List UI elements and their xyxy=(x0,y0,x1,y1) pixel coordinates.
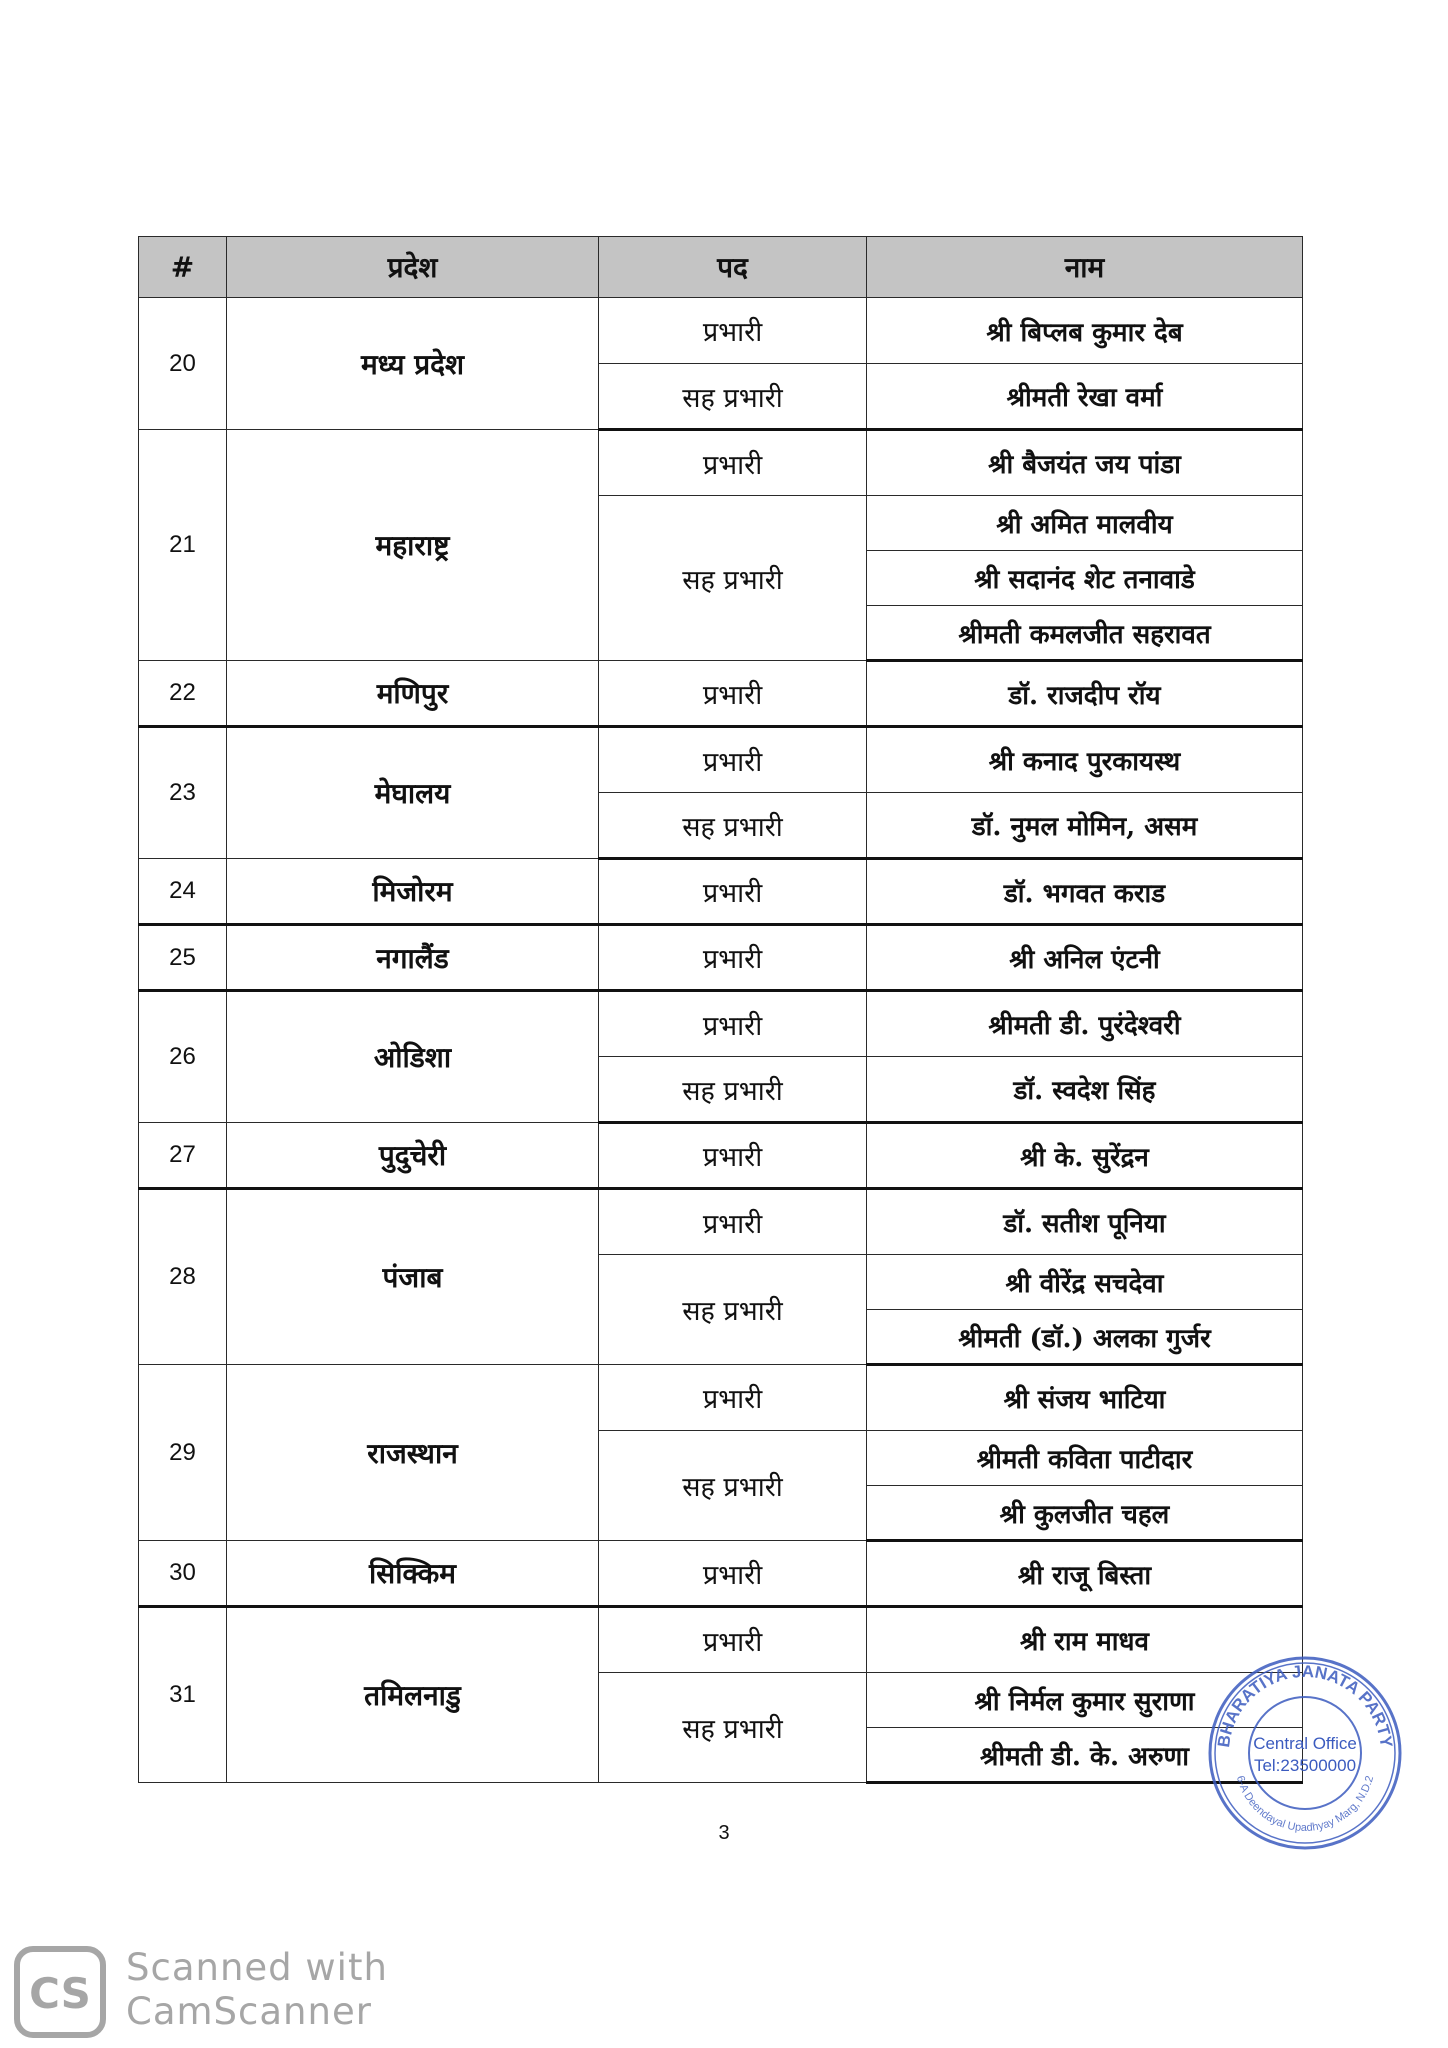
state-name: पुदुचेरी xyxy=(227,1123,599,1189)
table-row xyxy=(139,1123,1303,1189)
serial-number: 20 xyxy=(139,298,227,430)
state-name: नगालैंड xyxy=(227,925,599,991)
person-name: श्री अमित मालवीय xyxy=(867,496,1303,551)
header-serial: # xyxy=(139,237,227,298)
table-row xyxy=(139,925,1303,991)
person-name: श्रीमती कमलजीत सहरावत xyxy=(867,606,1303,661)
table-row xyxy=(139,727,1303,793)
person-name: श्री बैजयंत जय पांडा xyxy=(867,430,1303,496)
post-title: प्रभारी xyxy=(599,430,867,496)
person-name: श्री कुलजीत चहल xyxy=(867,1486,1303,1541)
header-post: पद xyxy=(599,237,867,298)
person-name: श्री अनिल एंटनी xyxy=(867,925,1303,991)
post-title: सह प्रभारी xyxy=(599,1673,867,1783)
post-title: सह प्रभारी xyxy=(599,1431,867,1541)
person-name: श्री संजय भाटिया xyxy=(867,1365,1303,1431)
state-name: मणिपुर xyxy=(227,661,599,727)
state-name: मेघालय xyxy=(227,727,599,859)
post-title: प्रभारी xyxy=(599,1189,867,1255)
state-name: ओडिशा xyxy=(227,991,599,1123)
table-header-row xyxy=(139,237,1303,298)
watermark-line-2: CamScanner xyxy=(126,1990,372,2033)
serial-number: 31 xyxy=(139,1607,227,1783)
table-row xyxy=(139,859,1303,925)
post-title: प्रभारी xyxy=(599,298,867,364)
person-name: डॉ. सतीश पूनिया xyxy=(867,1189,1303,1255)
state-name: पंजाब xyxy=(227,1189,599,1365)
serial-number: 22 xyxy=(139,661,227,727)
state-name: महाराष्ट्र xyxy=(227,430,599,661)
serial-number: 30 xyxy=(139,1541,227,1607)
person-name: श्री सदानंद शेट तनावाडे xyxy=(867,551,1303,606)
svg-text:Tel:23500000: Tel:23500000 xyxy=(1253,1756,1357,1775)
table-row xyxy=(139,1189,1303,1255)
person-name: डॉ. स्वदेश सिंह xyxy=(867,1057,1303,1123)
state-name: मिजोरम xyxy=(227,859,599,925)
post-title: सह प्रभारी xyxy=(599,793,867,859)
post-title: सह प्रभारी xyxy=(599,496,867,661)
page-number: 3 xyxy=(718,1822,730,1844)
post-title: प्रभारी xyxy=(599,1541,867,1607)
table-row xyxy=(139,991,1303,1057)
camscanner-watermark-text xyxy=(126,1946,388,2034)
serial-number: 26 xyxy=(139,991,227,1123)
header-state: प्रदेश xyxy=(227,237,599,298)
table-row xyxy=(139,1365,1303,1431)
person-name: श्री कनाद पुरकायस्थ xyxy=(867,727,1303,793)
post-title: प्रभारी xyxy=(599,859,867,925)
svg-text:BHARATIYA JANATA PARTY: BHARATIYA JANATA PARTY xyxy=(1214,1661,1396,1749)
svg-text:Central Office: Central Office xyxy=(1253,1734,1357,1753)
person-name: श्री निर्मल कुमार सुराणा xyxy=(867,1673,1303,1728)
table-row xyxy=(139,298,1303,364)
post-title: प्रभारी xyxy=(599,661,867,727)
table-body xyxy=(139,298,1303,1783)
serial-number: 25 xyxy=(139,925,227,991)
post-title: सह प्रभारी xyxy=(599,1255,867,1365)
person-name: श्री वीरेंद्र सचदेवा xyxy=(867,1255,1303,1310)
post-title: प्रभारी xyxy=(599,1365,867,1431)
post-title: सह प्रभारी xyxy=(599,364,867,430)
state-name: सिक्किम xyxy=(227,1541,599,1607)
person-name: डॉ. राजदीप रॉय xyxy=(867,661,1303,727)
state-name: मध्य प्रदेश xyxy=(227,298,599,430)
table-row xyxy=(139,430,1303,496)
post-title: प्रभारी xyxy=(599,1607,867,1673)
person-name: डॉ. भगवत कराड xyxy=(867,859,1303,925)
person-name: श्रीमती कविता पाटीदार xyxy=(867,1431,1303,1486)
svg-text:CS: CS xyxy=(29,1969,91,2018)
post-title: प्रभारी xyxy=(599,727,867,793)
header-name: नाम xyxy=(867,237,1303,298)
person-name: श्री राजू बिस्ता xyxy=(867,1541,1303,1607)
person-name: डॉ. नुमल मोमिन, असम xyxy=(867,793,1303,859)
camscanner-logo-icon xyxy=(14,1946,106,2038)
serial-number: 27 xyxy=(139,1123,227,1189)
incharge-table xyxy=(138,236,1303,1784)
table-row xyxy=(139,1607,1303,1673)
post-title: प्रभारी xyxy=(599,991,867,1057)
table-row xyxy=(139,661,1303,727)
person-name: श्रीमती डी. के. अरुणा xyxy=(867,1728,1303,1783)
person-name: श्रीमती डी. पुरंदेश्वरी xyxy=(867,991,1303,1057)
person-name: श्रीमती (डॉ.) अलका गुर्जर xyxy=(867,1310,1303,1365)
person-name: श्री के. सुरेंद्रन xyxy=(867,1123,1303,1189)
post-title: प्रभारी xyxy=(599,925,867,991)
serial-number: 21 xyxy=(139,430,227,661)
post-title: सह प्रभारी xyxy=(599,1057,867,1123)
person-name: श्री राम माधव xyxy=(867,1607,1303,1673)
serial-number: 28 xyxy=(139,1189,227,1365)
person-name: श्रीमती रेखा वर्मा xyxy=(867,364,1303,430)
post-title: प्रभारी xyxy=(599,1123,867,1189)
serial-number: 23 xyxy=(139,727,227,859)
table-row xyxy=(139,1541,1303,1607)
party-seal-stamp xyxy=(1205,1653,1405,1853)
person-name: श्री बिप्लब कुमार देब xyxy=(867,298,1303,364)
state-name: तमिलनाडु xyxy=(227,1607,599,1783)
serial-number: 29 xyxy=(139,1365,227,1541)
serial-number: 24 xyxy=(139,859,227,925)
watermark-line-1: Scanned with xyxy=(126,1946,388,1989)
state-name: राजस्थान xyxy=(227,1365,599,1541)
svg-text:6-A Deendayal Upadhyay Marg, N: 6-A Deendayal Upadhyay Marg, N.D.2 xyxy=(1233,1774,1377,1835)
